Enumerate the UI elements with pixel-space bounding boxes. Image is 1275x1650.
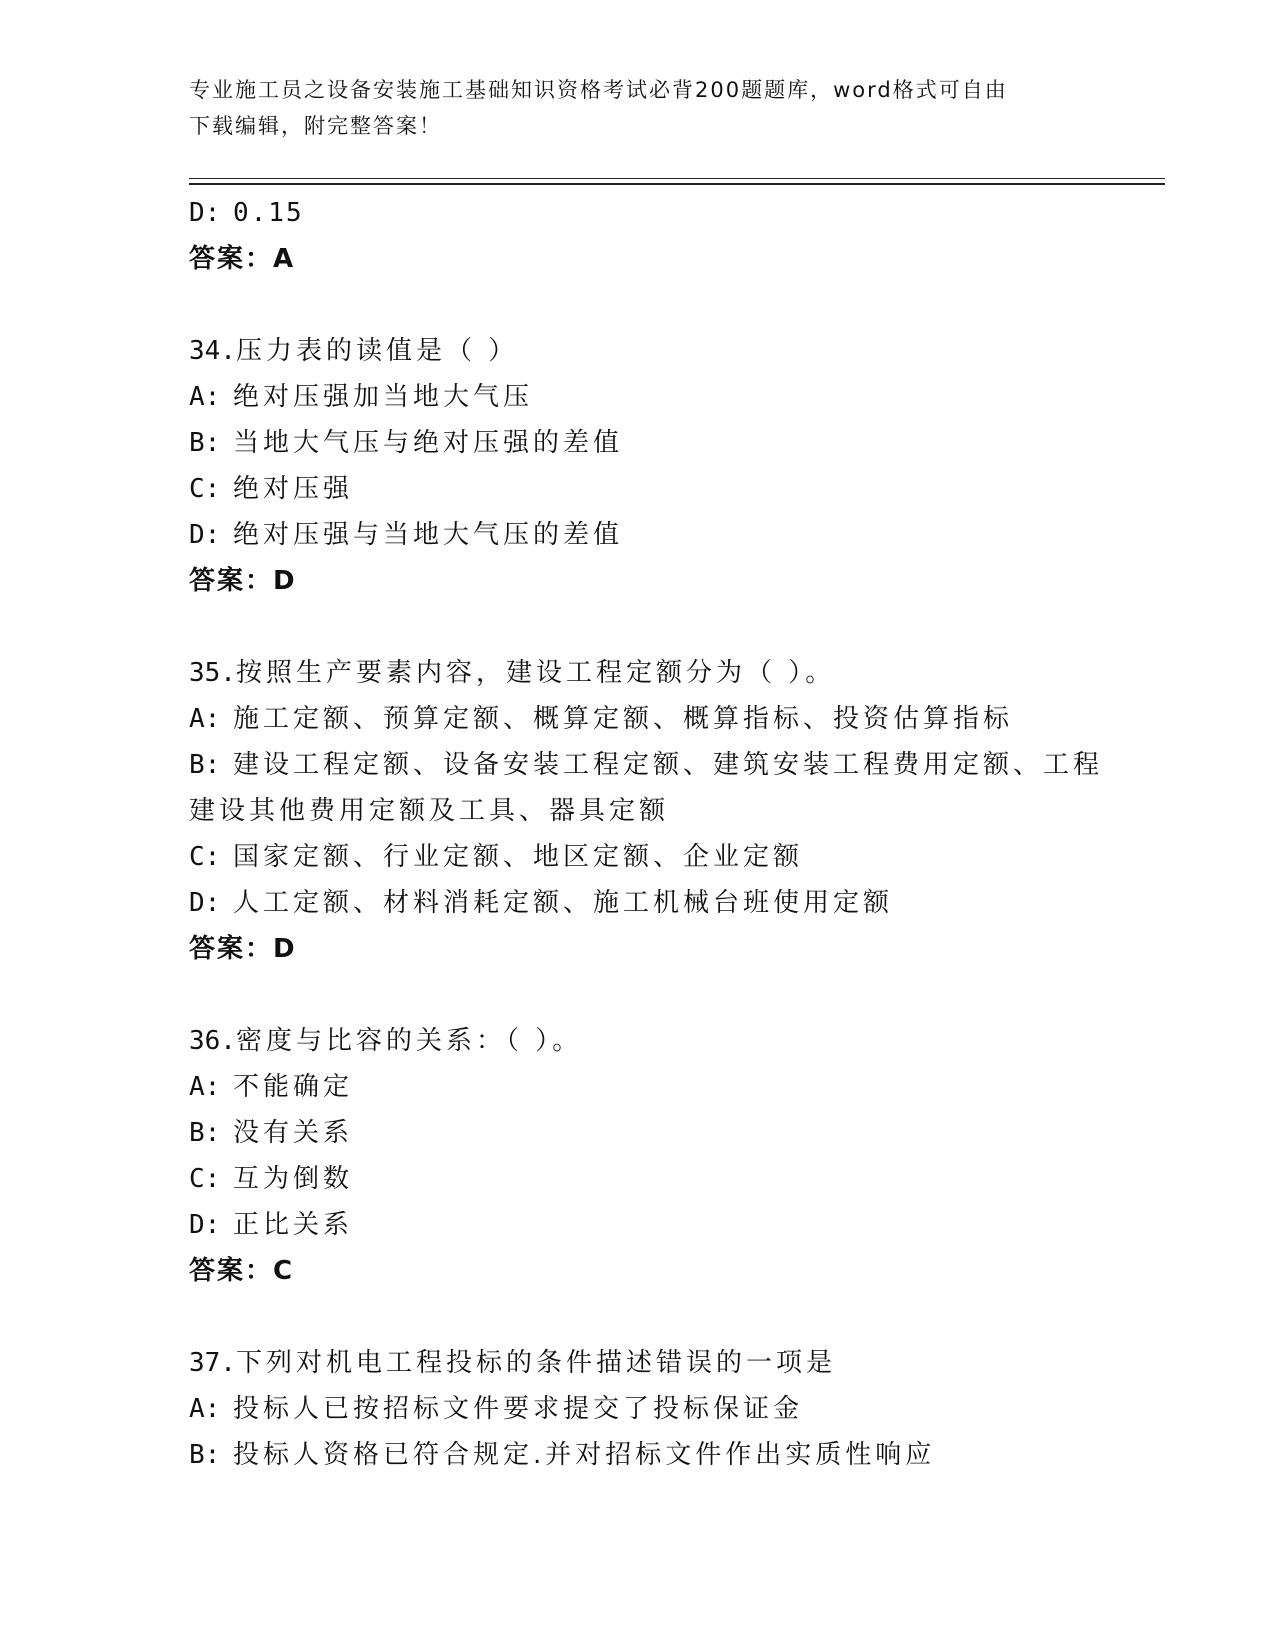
option-text: 当地大气压与绝对压强的差值 [233, 428, 624, 458]
option-b-continuation: 建设其他费用定额及工具、器具定额 [189, 796, 670, 826]
question-text: 密度与比容的关系：（ ）。 [235, 1026, 583, 1056]
question-text: 压力表的读值是（ ） [235, 336, 519, 366]
option-d [189, 1202, 1089, 1248]
option-text: 人工定额、材料消耗定额、施工机械台班使用定额 [233, 888, 894, 918]
option-b [189, 1432, 1089, 1478]
option-label: C: [189, 842, 221, 872]
answer-line: 答案：D [189, 566, 297, 596]
option-text: 投标人已按招标文件要求提交了投标保证金 [233, 1394, 804, 1424]
header-line-2: 下载编辑，附完整答案！ [189, 114, 442, 138]
option-c [189, 834, 1089, 880]
option-label: C: [189, 474, 221, 504]
option-label: D: [189, 1210, 221, 1240]
option-b [189, 742, 1104, 788]
option-label: B: [189, 1118, 221, 1148]
spacer [189, 972, 1089, 1018]
question-text: 按照生产要素内容，建设工程定额分为（ ）。 [235, 658, 836, 688]
spacer [189, 604, 1089, 650]
header-divider-thick [189, 183, 1165, 185]
option-b [189, 1110, 1089, 1156]
question-text: 下列对机电工程投标的条件描述错误的一项是 [235, 1348, 836, 1378]
option-text: 正比关系 [233, 1210, 354, 1240]
option-c [189, 466, 1089, 512]
option-text: 没有关系 [233, 1118, 354, 1148]
option-label: B: [189, 750, 221, 780]
spacer [189, 1294, 1089, 1340]
question-35-stem [189, 650, 1089, 696]
option-label: B: [189, 428, 221, 458]
document-header [189, 72, 1089, 144]
option-d [189, 880, 1089, 926]
option-text: 绝对压强加当地大气压 [233, 382, 534, 412]
question-number: 35. [189, 658, 236, 688]
answer-line: 答案：C [189, 1256, 295, 1286]
option-a [189, 1064, 1089, 1110]
option-text: 国家定额、行业定额、地区定额、企业定额 [233, 842, 804, 872]
question-number: 36. [189, 1026, 236, 1056]
question-number: 37. [189, 1348, 236, 1378]
option-text: 建设工程定额、设备安装工程定额、建筑安装工程费用定额、工程 [233, 750, 1104, 780]
question-number: 34. [189, 336, 236, 366]
option-text: 施工定额、预算定额、概算定额、概算指标、投资估算指标 [233, 704, 1014, 734]
option-label: A: [189, 704, 221, 734]
option-label: D: [189, 520, 221, 550]
option-b [189, 420, 1089, 466]
option-label: A: [189, 1394, 221, 1424]
option-a [189, 1386, 1089, 1432]
answer-line: 答案：A [189, 244, 296, 274]
option-d [189, 190, 1089, 236]
option-text: 绝对压强 [233, 474, 354, 504]
header-divider-thin [189, 178, 1165, 179]
option-text: 投标人资格已符合规定.并对招标文件作出实质性响应 [233, 1440, 936, 1470]
option-text: 0.15 [233, 198, 304, 228]
option-label: D: [189, 198, 221, 228]
option-label: A: [189, 382, 221, 412]
option-c [189, 1156, 1089, 1202]
option-text: 绝对压强与当地大气压的差值 [233, 520, 624, 550]
option-label: A: [189, 1072, 221, 1102]
question-36-stem [189, 1018, 1089, 1064]
question-34-stem [189, 328, 1089, 374]
header-line-1: 专业施工员之设备安装施工基础知识资格考试必背200题题库，word格式可自由 [189, 78, 1008, 102]
option-d [189, 512, 1089, 558]
option-text: 互为倒数 [233, 1164, 354, 1194]
spacer [189, 282, 1089, 328]
option-label: D: [189, 888, 221, 918]
option-a [189, 696, 1089, 742]
question-37-stem [189, 1340, 1089, 1386]
option-label: B: [189, 1440, 221, 1470]
answer-line: 答案：D [189, 934, 297, 964]
option-a [189, 374, 1089, 420]
option-label: C: [189, 1164, 221, 1194]
option-text: 不能确定 [233, 1072, 354, 1102]
question-list [189, 190, 1104, 1478]
